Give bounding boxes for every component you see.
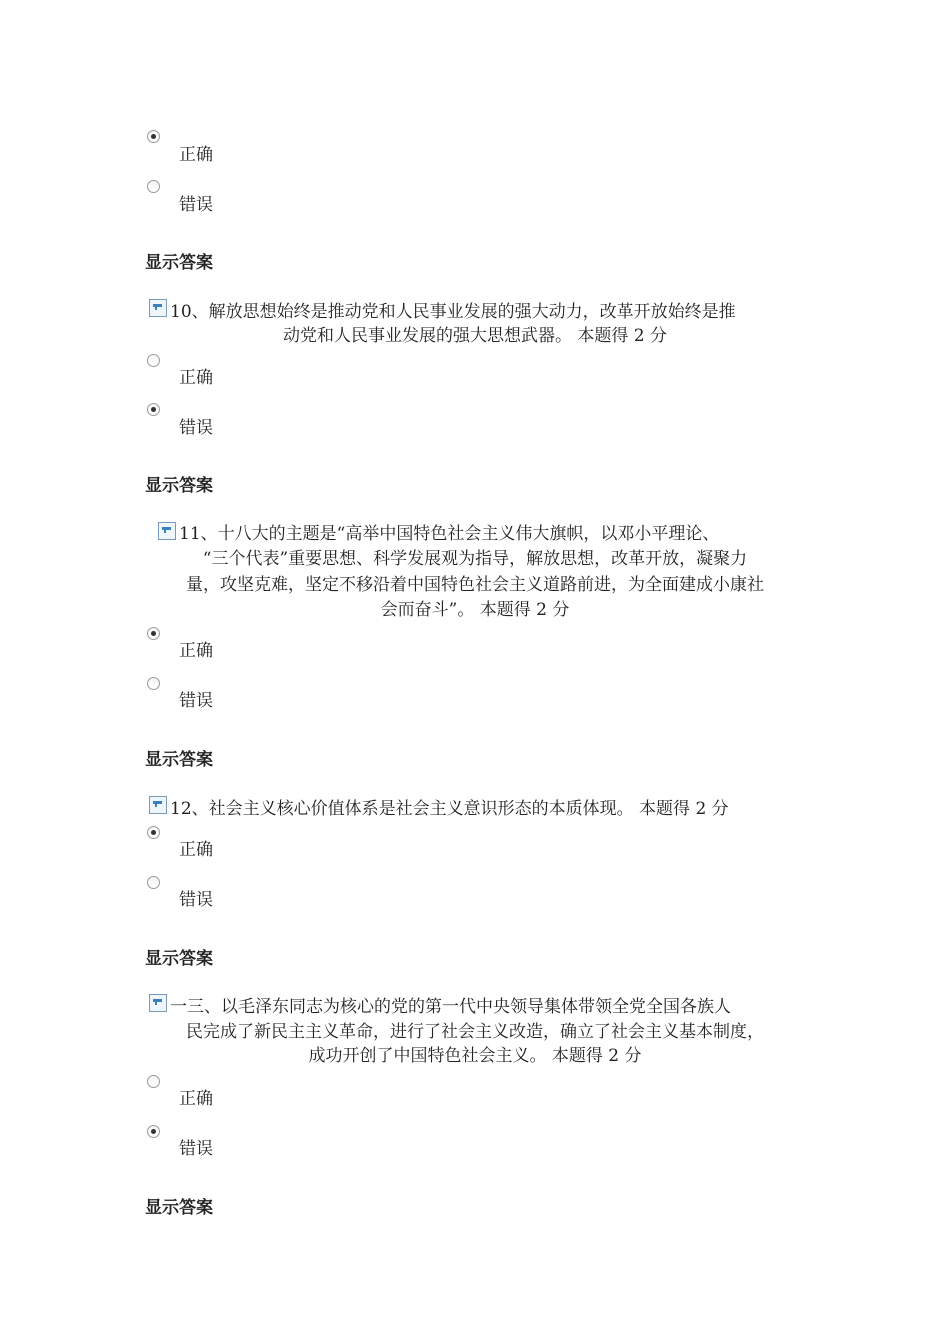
true-option-label: 正确 [179, 641, 213, 661]
true-radio[interactable] [147, 1075, 160, 1088]
question-text-line: 12、社会主义核心价值体系是社会主义意识形态的本质体现。 本题得 2 分 [170, 799, 729, 819]
true-radio[interactable] [147, 627, 160, 640]
question-flag-icon[interactable] [149, 994, 167, 1012]
false-radio-prev[interactable] [147, 180, 160, 193]
question-text-line: 动党和人民事业发展的强大思想武器。 本题得 2 分 [282, 326, 668, 346]
question-flag-icon[interactable] [158, 522, 176, 540]
false-option-label: 错误 [179, 418, 213, 438]
question-text-line: 10、解放思想始终是推动党和人民事业发展的强大动力，改革开放始终是推 [170, 302, 736, 322]
question-flag-icon[interactable] [149, 796, 167, 814]
question-text-line: “三个代表”重要思想、科学发展观为指导，解放思想，改革开放，凝聚力 [202, 549, 748, 569]
false-radio[interactable] [147, 403, 160, 416]
question-flag-icon[interactable] [149, 299, 167, 317]
true-radio[interactable] [147, 826, 160, 839]
question-text-line: 11、十八大的主题是“高举中国特色社会主义伟大旗帜，以邓小平理论、 [179, 524, 720, 544]
false-radio[interactable] [147, 1125, 160, 1138]
show-answer-link[interactable]: 显示答案 [145, 1198, 213, 1218]
true-radio[interactable] [147, 354, 160, 367]
true-radio-prev[interactable] [147, 130, 160, 143]
false-option-label: 错误 [179, 1139, 213, 1159]
true-option-label: 正确 [179, 145, 213, 165]
question-text-line: 民完成了新民主主义革命，进行了社会主义改造，确立了社会主义基本制度， [186, 1022, 764, 1042]
show-answer-link[interactable]: 显示答案 [145, 476, 213, 496]
question-text-line: 一三、以毛泽东同志为核心的党的第一代中央领导集体带领全党全国各族人 [170, 997, 731, 1017]
true-option-label: 正确 [179, 840, 213, 860]
question-text-line: 会而奋斗”。 本题得 2 分 [380, 600, 570, 620]
show-answer-link[interactable]: 显示答案 [145, 949, 213, 969]
true-option-label: 正确 [179, 1089, 213, 1109]
question-text-line: 成功开创了中国特色社会主义。 本题得 2 分 [308, 1046, 642, 1066]
show-answer-link[interactable]: 显示答案 [145, 253, 213, 273]
question-text-line: 量，攻坚克难，坚定不移沿着中国特色社会主义道路前进，为全面建成小康社 [186, 575, 764, 595]
false-radio[interactable] [147, 677, 160, 690]
false-option-label: 错误 [179, 691, 213, 711]
true-option-label: 正确 [179, 368, 213, 388]
show-answer-link[interactable]: 显示答案 [145, 750, 213, 770]
false-option-label: 错误 [179, 195, 213, 215]
false-radio[interactable] [147, 876, 160, 889]
false-option-label: 错误 [179, 890, 213, 910]
